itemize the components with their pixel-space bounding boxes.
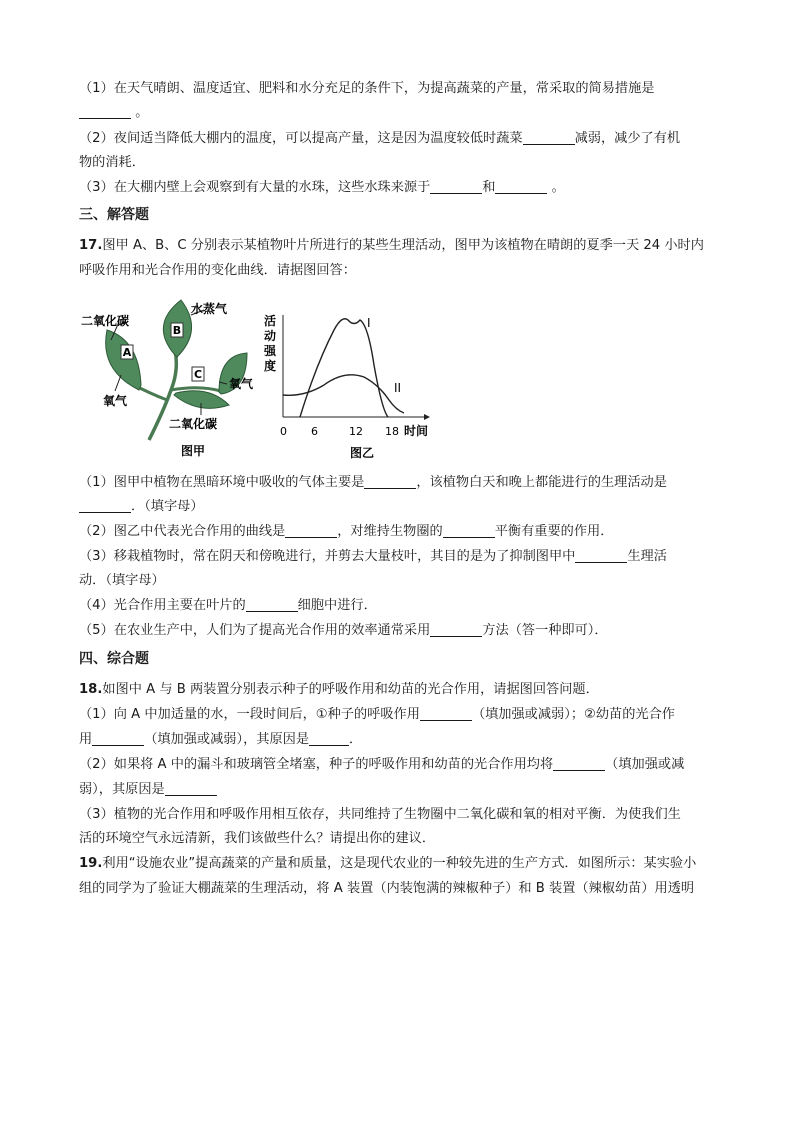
section-heading-4: 四、综合题 [79, 651, 149, 667]
answer-blank[interactable] [309, 731, 349, 746]
q16-part2-text-b: 减弱，减少了有机 [574, 131, 681, 146]
answer-blank[interactable] [92, 731, 144, 746]
q17-part2-line [79, 523, 719, 541]
q17-part3-line2 [79, 572, 719, 590]
q17-stem-line2 [79, 262, 719, 280]
answer-blank[interactable] [79, 104, 131, 119]
x-tick-label: 18 [385, 425, 399, 438]
q17-part1-text: （1）图甲中植物在黑暗环境中吸收的气体主要是 [79, 475, 365, 490]
curve-ii [283, 375, 404, 413]
q17-part3-text-c: 动．（填字母） [79, 573, 165, 588]
question-number: 18. [79, 682, 103, 697]
q17-part1-line [79, 474, 719, 492]
label-b: B [172, 324, 182, 337]
answer-blank[interactable] [575, 548, 627, 563]
q16-part1-line2 [79, 104, 719, 122]
q17-part5-text-b: 方法（答一种即可）． [482, 623, 608, 638]
q17-part2-text-c: 平衡有重要的作用． [494, 524, 614, 539]
q17-part3-text-b: 生理活 [627, 549, 667, 564]
q19-line1 [79, 855, 719, 873]
answer-blank[interactable] [364, 474, 416, 489]
period: 。 [551, 180, 565, 195]
answer-blank[interactable] [79, 498, 131, 513]
question-number: 19. [79, 856, 103, 871]
q19-text-2: 组的同学为了验证大棚蔬菜的生理活动，将 A 装置（内装饱满的辣椒种子）和 B 装置（辣椒幼苗）用透明 [79, 881, 695, 896]
q17-stem-line1 [79, 237, 719, 255]
q18-part3-text-b: 活的环境空气永远清新，我们该做些什么？请提出你的建议． [79, 831, 436, 846]
q18-part1-line [79, 706, 719, 724]
q17-part1-text-c: ．（填字母） [131, 499, 204, 514]
x-axis-label: 时间 [404, 424, 429, 438]
answer-blank[interactable] [523, 130, 575, 145]
y-label-char: 强 [264, 344, 277, 358]
y-label-char: 动 [264, 329, 277, 343]
q18-part3-line [79, 806, 719, 824]
q18-part1-text: （1）向 A 中加适量的水，一段时间后，①种子的呼吸作用 [79, 707, 420, 722]
x-tick-label: 6 [311, 425, 318, 438]
q18-part2-text-b: （填加强或减 [605, 757, 685, 772]
label-co2-bottom: 二氧化碳 [169, 417, 218, 431]
q16-part3-text: （3）在大棚内壁上会观察到有大量的水珠，这些水珠来源于 [79, 180, 431, 195]
q16-part1-line [79, 80, 719, 98]
figure-activity-chart [264, 305, 464, 465]
q16-part1-text: （1）在天气晴朗、温度适宜、肥料和水分充足的条件下，为提高蔬菜的产量，常采取的简易措施是 [79, 81, 655, 96]
figure-caption-jia: 图甲 [181, 444, 206, 458]
q18-part3-line2 [79, 830, 719, 848]
q17-part1-line2 [79, 498, 719, 516]
curve-label-ii: II [394, 381, 402, 395]
q18-stem-text: 如图中 A 与 B 两装置分别表示种子的呼吸作用和幼苗的光合作用，请据图回答问题． [102, 682, 599, 697]
q17-part3-text: （3）移栽植物时，常在阴天和傍晚进行，并剪去大量枝叶，其目的是为了抑制图甲中 [79, 549, 576, 564]
label-co2-top: 二氧化碳 [81, 314, 130, 328]
q18-part1-text-e: ． [349, 732, 363, 747]
figure-leaf-diagram [79, 295, 264, 465]
x-tick-label: 12 [349, 425, 363, 438]
q16-part2-line [79, 130, 719, 148]
q16-part2-line2 [79, 154, 719, 172]
x-axis-arrow [424, 414, 430, 420]
q17-stem-text: 图甲 A、B、C 分别表示某植物叶片所进行的某些生理活动，图甲为该植物在晴朗的夏季一天 24 小时内 [102, 238, 704, 253]
label-o2-left: 氧气 [103, 394, 128, 408]
answer-blank[interactable] [430, 179, 482, 194]
q17-stem-text-2: 呼吸作用和光合作用的变化曲线．请据图回答： [79, 263, 356, 278]
curve-i [300, 319, 388, 417]
y-label-char: 度 [264, 359, 277, 373]
figure-caption-yi: 图乙 [350, 446, 375, 460]
answer-blank[interactable] [495, 179, 547, 194]
q16-part2-text-c: 物的消耗． [79, 155, 145, 170]
q18-part2-text-c: 弱），其原因是 [79, 782, 165, 797]
label-o2-right: 氧气 [229, 377, 254, 391]
arrow-o2-left [115, 375, 121, 391]
q17-part3-line [79, 548, 719, 566]
q18-part2-line2 [79, 781, 719, 799]
q19-text: 利用“设施农业”提高蔬菜的产量和质量，这是现代农业的一种较先进的生产方式．如图所示：某实验小 [102, 856, 697, 871]
label-water-vapor: 水蒸气 [191, 302, 228, 316]
q16-part3-line [79, 179, 719, 197]
q18-part1-text-d: （填加强或减弱），其原因是 [144, 732, 310, 747]
q19-line2 [79, 880, 719, 898]
question-number: 17. [79, 238, 103, 253]
label-a: A [122, 346, 132, 359]
answer-blank[interactable] [285, 523, 337, 538]
q18-stem-line [79, 681, 719, 699]
q17-part1-text-b: ，该植物白天和晚上都能进行的生理活动是 [416, 475, 667, 490]
answer-blank[interactable] [553, 756, 605, 771]
q17-part5-line [79, 622, 719, 640]
q17-part2-text-b: ，对维持生物圈的 [337, 524, 443, 539]
x-tick-label: 0 [280, 425, 287, 438]
q17-part5-text: （5）在农业生产中，人们为了提高光合作用的效率通常采用 [79, 623, 431, 638]
answer-blank[interactable] [430, 622, 482, 637]
curve-label-i: I [367, 316, 371, 330]
answer-blank[interactable] [443, 523, 495, 538]
q18-part2-line [79, 756, 719, 774]
q18-part1-text-c: 用 [79, 732, 93, 747]
period: 。 [135, 105, 149, 120]
q17-part2-text: （2）图乙中代表光合作用的曲线是 [79, 524, 286, 539]
q18-part1-line2 [79, 731, 719, 749]
y-label-char: 活 [264, 314, 277, 328]
q17-part4-line [79, 597, 719, 615]
answer-blank[interactable] [420, 706, 472, 721]
section-heading-3: 三、解答题 [79, 207, 149, 223]
q17-part4-text-b: 细胞中进行． [297, 598, 377, 613]
answer-blank[interactable] [246, 597, 298, 612]
label-c: C [193, 368, 203, 381]
q17-part4-text: （4）光合作用主要在叶片的 [79, 598, 246, 613]
q16-part3-and: 和 [482, 180, 496, 195]
answer-blank[interactable] [165, 781, 217, 796]
q18-part1-text-b: （填加强或减弱）；②幼苗的光合作 [471, 707, 675, 722]
q18-part2-text: （2）如果将 A 中的漏斗和玻璃管全堵塞，种子的呼吸作用和幼苗的光合作用均将 [79, 757, 554, 772]
q18-part3-text: （3）植物的光合作用和呼吸作用相互依存，共同维持了生物圈中二氧化碳和氧的相对平衡．为使我们生 [79, 807, 681, 822]
q16-part2-text: （2）夜间适当降低大棚内的温度，可以提高产量，这是因为温度较低时蔬菜 [79, 131, 523, 146]
